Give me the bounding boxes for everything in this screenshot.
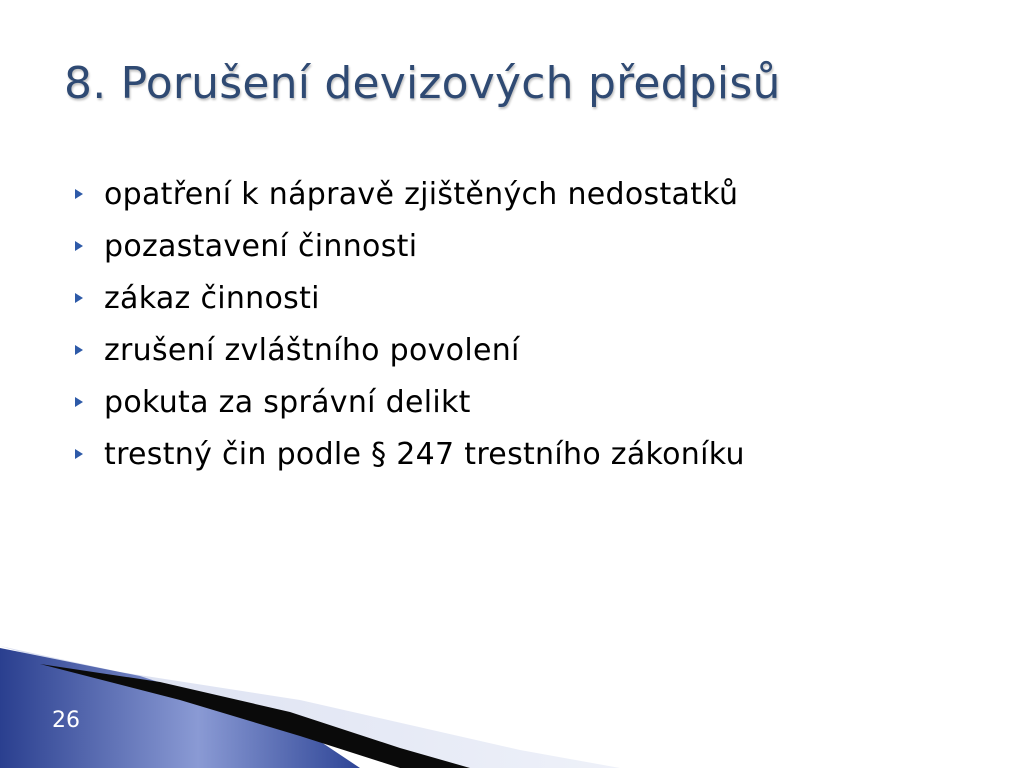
triangle-right-icon	[74, 324, 104, 376]
bullet-list	[74, 168, 745, 480]
page-number: 26	[52, 708, 80, 733]
list-item	[74, 428, 745, 480]
list-item	[74, 272, 745, 324]
triangle-right-icon	[74, 220, 104, 272]
slide-title: 8. Porušení devizových předpisů	[64, 58, 781, 109]
triangle-right-icon	[74, 428, 104, 480]
triangle-right-icon	[74, 272, 104, 324]
list-item	[74, 324, 745, 376]
list-item-text: pokuta za správní delikt	[104, 384, 471, 420]
list-item-text: zrušení zvláštního povolení	[104, 332, 520, 368]
list-item	[74, 168, 745, 220]
list-item	[74, 376, 745, 428]
triangle-right-icon	[74, 168, 104, 220]
list-item	[74, 220, 745, 272]
list-item-text: pozastavení činnosti	[104, 228, 418, 264]
triangle-right-icon	[74, 376, 104, 428]
list-item-text: opatření k nápravě zjištěných nedostatků	[104, 176, 739, 212]
list-item-text: trestný čin podle § 247 trestního zákoníku	[104, 436, 745, 472]
list-item-text: zákaz činnosti	[104, 280, 320, 316]
